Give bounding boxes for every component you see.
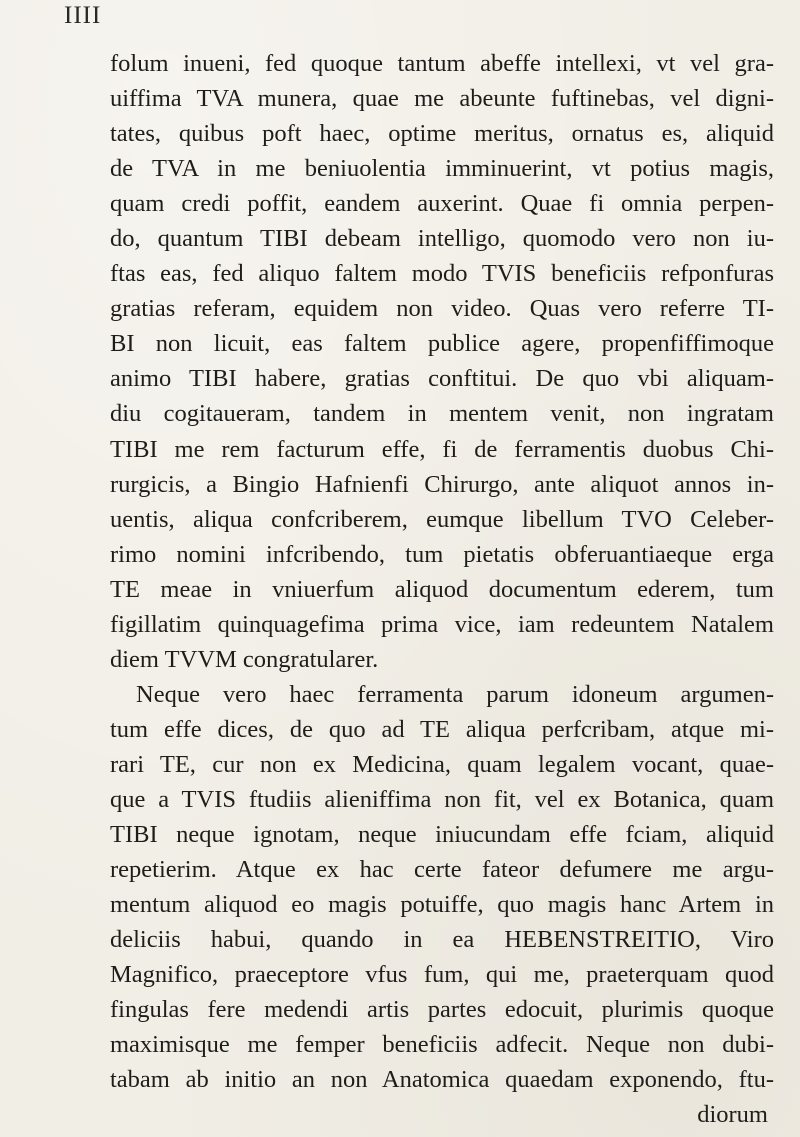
text-line: tabam ab initio an non Anatomica quaedam exponendo, ftu- <box>110 1066 774 1094</box>
text-line: ftas eas, fed aliquo faltem modo TVIS beneficiis refponfuras <box>110 260 774 288</box>
text-line: rimo nomini infcribendo, tum pietatis obferuantiaeque erga <box>110 540 774 568</box>
text-line: TE meae in vniuerfum aliquod documentum ederem, tum <box>110 575 774 603</box>
text-line: fingulas fere medendi artis partes edocuit, plurimis quoque <box>110 996 774 1024</box>
text-line: quam credi poffit, eandem auxerint. Quae fi omnia perpen- <box>110 190 774 218</box>
text-line: tum effe dices, de quo ad TE aliqua perfcribam, atque mi- <box>110 715 774 743</box>
text-line: uentis, aliqua confcriberem, eumque libellum TVO Celeber- <box>110 505 774 533</box>
text-line: de TVA in me beniuolentia imminuerint, vt potius magis, <box>110 155 774 183</box>
page-number: IIII <box>64 2 102 29</box>
text-line: figillatim quinquagefima prima vice, iam redeuntem Natalem <box>110 610 774 638</box>
text-line: TIBI neque ignotam, neque iniucundam effe fciam, aliquid <box>110 821 774 849</box>
text-line: BI non licuit, eas faltem publice agere, propenfiffimoque <box>110 330 774 358</box>
text-line: maximisque me femper beneficiis adfecit. Neque non dubi- <box>110 1031 774 1059</box>
text-line: do, quantum TIBI debeam intelligo, quomodo vero non iu- <box>110 225 774 253</box>
text-line: Magnifico, praeceptore vfus fum, qui me, praeterquam quod <box>110 961 774 989</box>
text-line: rari TE, cur non ex Medicina, quam legalem vocant, quae- <box>110 750 774 778</box>
body-text <box>110 46 774 1132</box>
catchword: diorum <box>697 1101 768 1129</box>
text-line: folum inueni, fed quoque tantum abeffe intellexi, vt vel gra- <box>110 50 774 77</box>
text-line: repetierim. Atque ex hac certe fateor defumere me argu- <box>110 856 774 884</box>
text-line: gratias referam, equidem non video. Quas vero referre TI- <box>110 295 774 323</box>
text-line: animo TIBI habere, gratias conftitui. De quo vbi aliquam- <box>110 365 774 393</box>
text-line: deliciis habui, quando in ea HEBENSTREITIO, Viro <box>110 926 774 954</box>
text-line: diu cogitaueram, tandem in mentem venit, non ingratam <box>110 400 774 428</box>
paragraph-start-line: Neque vero haec ferramenta parum idoneum argumen- <box>136 680 774 708</box>
text-line: uiffima TVA munera, quae me abeunte fuftinebas, vel digni- <box>110 85 774 113</box>
text-line: que a TVIS ftudiis alieniffima non fit, vel ex Botanica, quam <box>110 785 774 813</box>
paragraph-end-line: diem TVVM congratularer. <box>110 645 379 673</box>
text-line: mentum aliquod eo magis potuiffe, quo magis hanc Artem in <box>110 891 774 919</box>
text-line: rurgicis, a Bingio Hafnienfi Chirurgo, ante aliquot annos in- <box>110 470 774 498</box>
text-line: TIBI me rem facturum effe, fi de ferramentis duobus Chi- <box>110 435 774 463</box>
text-line: tates, quibus poft haec, optime meritus, ornatus es, aliquid <box>110 120 774 148</box>
